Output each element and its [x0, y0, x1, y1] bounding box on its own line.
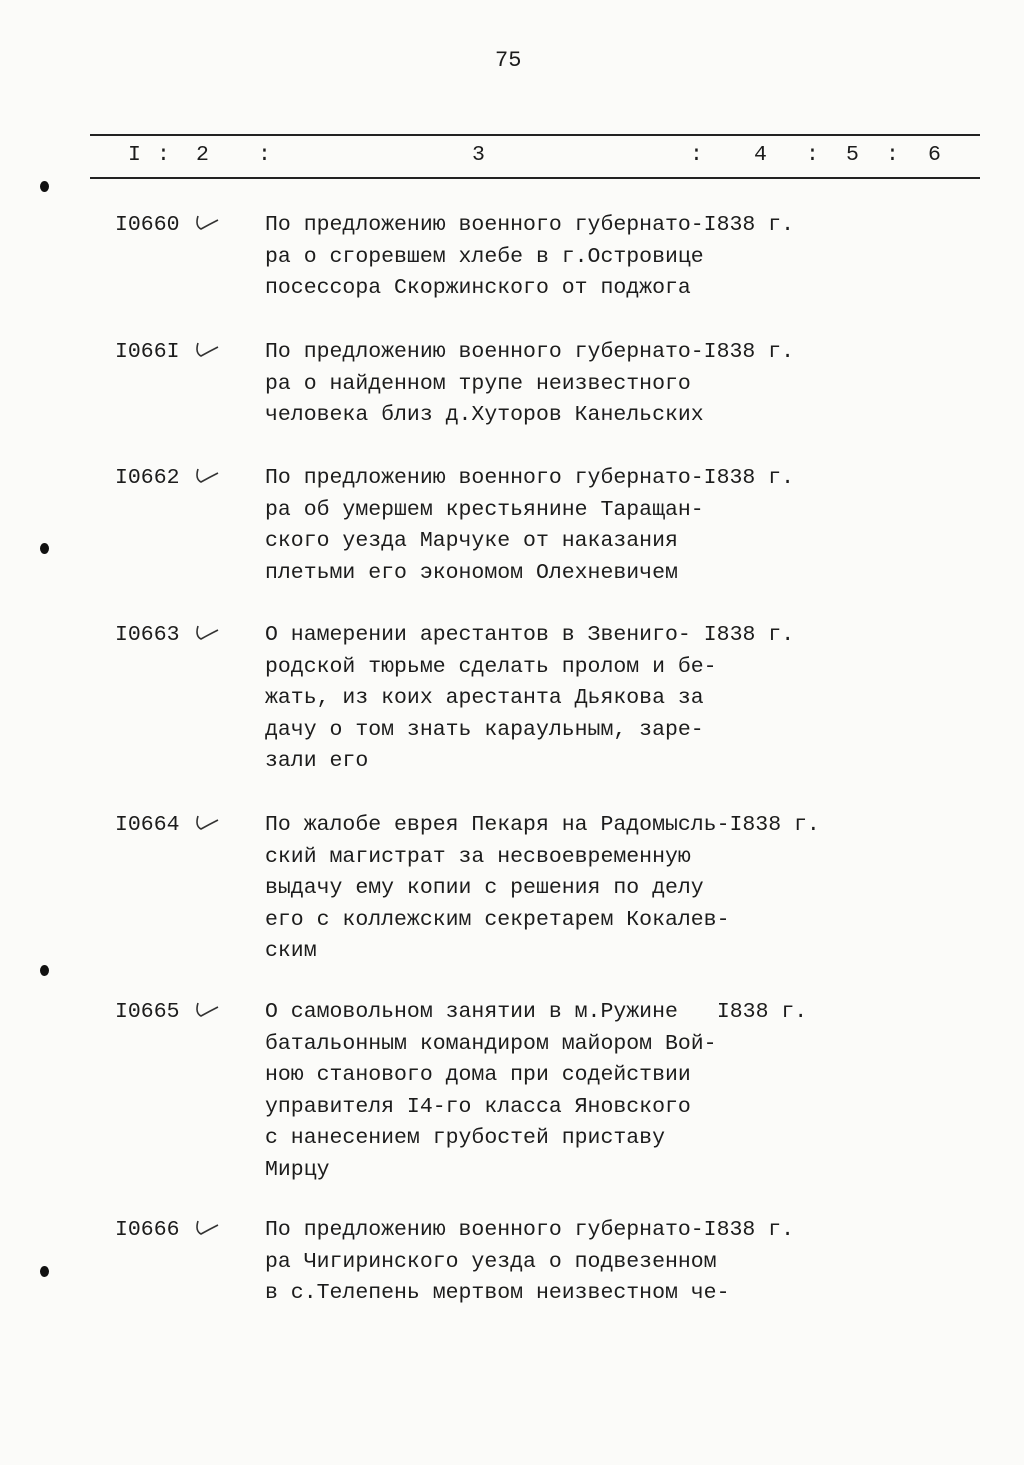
entry-description [265, 810, 820, 968]
entry-number: I0665 [115, 1000, 180, 1024]
binding-hole [40, 543, 49, 554]
description-line: ра о сгоревшем хлебе в г.Островице [265, 244, 704, 269]
check-mark-icon [192, 212, 224, 234]
description-line: выдачу ему копии с решения по делу [265, 876, 704, 900]
entry-description [265, 210, 794, 305]
page-number: 75 [495, 48, 522, 73]
entry-description [265, 463, 794, 589]
header-top-rule [90, 134, 980, 136]
entry-date: I838 г. [729, 813, 820, 837]
check-mark-icon [192, 622, 224, 644]
entry-date: I838 г. [716, 1000, 808, 1024]
check-mark-icon [192, 999, 224, 1021]
description-line: По жалобе еврея Пекаря на Радомысль- [265, 813, 730, 837]
col-sep: : [157, 143, 170, 167]
entry-date: I838 г. [703, 466, 794, 490]
check-mark-icon [192, 339, 224, 361]
entry-number: I0660 [115, 213, 180, 237]
description-line: жать, из коих арестанта Дьякова за [265, 686, 704, 710]
col-sep: : [258, 143, 271, 167]
description-line: По предложению военного губернато- [265, 1218, 704, 1242]
entry-number: I066I [115, 340, 180, 364]
check-mark-icon [192, 1217, 224, 1239]
col-sep: : [886, 143, 899, 167]
description-line: ра о найденном трупе неизвестного [265, 371, 691, 396]
col-6-header: 6 [928, 143, 941, 167]
description-line: По предложению военного губернато- [265, 340, 704, 364]
entry-description [265, 620, 794, 778]
description-line: дачу о том знать караульным, заре- [265, 717, 704, 742]
col-4-header: 4 [754, 143, 767, 167]
description-line: зали его [265, 749, 369, 773]
description-line: батальонным командиром майором Вой- [265, 1031, 717, 1056]
binding-hole [40, 181, 49, 192]
col-1-header: I [128, 143, 141, 167]
column-header [0, 143, 1024, 171]
entry-description [265, 1215, 794, 1310]
col-sep: : [806, 143, 819, 167]
description-line: О самовольном занятии в м.Ружине [265, 1000, 678, 1024]
description-line: посессора Скоржинского от поджога [265, 276, 691, 300]
description-line: родской тюрьме сделать пролом и бе- [265, 654, 717, 679]
description-line: ским [265, 939, 317, 963]
entry-date: I838 г. [703, 340, 794, 364]
entry-description [265, 997, 807, 1186]
entry-number: I0662 [115, 466, 180, 490]
entry-date: I838 г. [703, 213, 794, 237]
entry-date: I838 г. [703, 623, 795, 647]
description-line: управителя I4-го класса Яновского [265, 1094, 691, 1119]
binding-hole [40, 1266, 49, 1277]
description-line: По предложению военного губернато- [265, 213, 704, 237]
entry-number: I0664 [115, 813, 180, 837]
description-line: ною станового дома при содействии [265, 1063, 691, 1087]
entry-number: I0666 [115, 1218, 180, 1242]
description-line: ский магистрат за несвоевременную [265, 844, 691, 869]
description-line: Мирцу [265, 1157, 330, 1182]
header-bottom-rule [90, 177, 980, 179]
col-5-header: 5 [846, 143, 859, 167]
entry-description [265, 337, 794, 432]
description-line: его с коллежским секретарем Кокалев- [265, 907, 730, 932]
entry-number: I0663 [115, 623, 180, 647]
col-3-header: 3 [472, 143, 485, 167]
col-2-header: 2 [196, 143, 209, 167]
entry-date: I838 г. [703, 1218, 794, 1242]
description-line: с нанесением грубостей приставу [265, 1126, 665, 1150]
check-mark-icon [192, 465, 224, 487]
check-mark-icon [192, 812, 224, 834]
col-sep: : [690, 143, 703, 167]
description-line: По предложению военного губернато- [265, 466, 704, 490]
description-line: ра Чигиринского уезда о подвезенном [265, 1249, 717, 1274]
binding-hole [40, 965, 49, 976]
description-line: плетьми его экономом Олехневичем [265, 560, 678, 585]
description-line: ра об умершем крестьянине Таращан- [265, 497, 704, 522]
description-line: человека близ д.Хуторов Канельских [265, 403, 704, 427]
description-line: ского уезда Марчуке от наказания [265, 529, 678, 553]
description-line: О намерении арестантов в Звениго- [265, 623, 691, 647]
description-line: в с.Телепень мертвом неизвестном че- [265, 1281, 730, 1305]
